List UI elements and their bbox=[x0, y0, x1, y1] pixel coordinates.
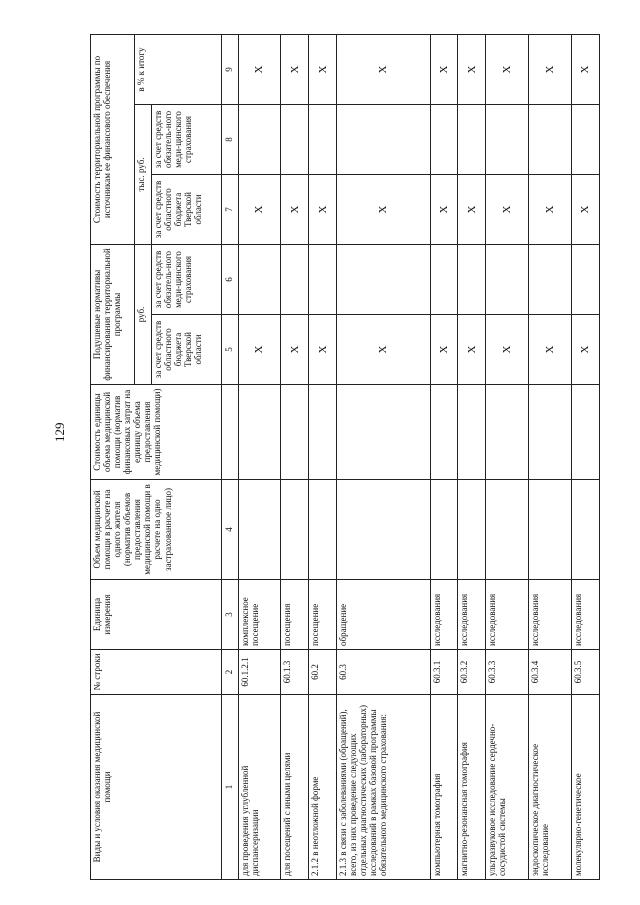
row-budget-cost: X bbox=[430, 174, 458, 244]
row-volume bbox=[309, 480, 337, 580]
row-number: 60.3.4 bbox=[529, 650, 572, 695]
row-budget-norm: X bbox=[529, 315, 572, 385]
header-kind: Виды и условия оказания медицинской помощи bbox=[91, 695, 222, 880]
row-volume bbox=[572, 480, 600, 580]
table-row bbox=[529, 34, 572, 879]
row-oms-cost bbox=[337, 104, 431, 174]
row-oms-cost bbox=[309, 104, 337, 174]
row-volume bbox=[458, 480, 486, 580]
row-unit-cost bbox=[337, 385, 431, 480]
row-unit-cost bbox=[572, 385, 600, 480]
row-percent: X bbox=[430, 34, 458, 104]
row-number: 60.3.3 bbox=[486, 650, 529, 695]
row-unit: посещение bbox=[309, 580, 337, 650]
header-thousand-rub: тыс. руб. bbox=[134, 104, 151, 244]
row-oms-norm bbox=[486, 244, 529, 314]
colnum: 8 bbox=[221, 104, 238, 174]
table-row bbox=[486, 34, 529, 879]
row-budget-norm: X bbox=[281, 315, 309, 385]
colnum: 5 bbox=[221, 315, 238, 385]
colnum: 6 bbox=[221, 244, 238, 314]
header-unit-cost: Стоимость единицы объема медицинской помощи (норматив финансовых затрат на единицу объема предоставления медицинской помощи) bbox=[91, 385, 222, 480]
colnum: 4 bbox=[221, 480, 238, 580]
row-kind: ультразвуковое исследование сердечно-сосудистой системы bbox=[486, 695, 529, 880]
row-budget-cost: X bbox=[238, 174, 281, 244]
row-oms-norm bbox=[281, 244, 309, 314]
colnum: 9 bbox=[221, 34, 238, 104]
colnum: 2 bbox=[221, 650, 238, 695]
row-volume bbox=[430, 480, 458, 580]
row-oms-cost bbox=[458, 104, 486, 174]
row-unit: обращение bbox=[337, 580, 431, 650]
row-oms-cost bbox=[281, 104, 309, 174]
row-unit-cost bbox=[529, 385, 572, 480]
row-volume bbox=[529, 480, 572, 580]
row-budget-norm: X bbox=[572, 315, 600, 385]
row-budget-cost: X bbox=[572, 174, 600, 244]
row-percent: X bbox=[337, 34, 431, 104]
row-unit: исследования bbox=[529, 580, 572, 650]
row-number: 60.3 bbox=[337, 650, 431, 695]
row-number: 60.3.1 bbox=[430, 650, 458, 695]
row-kind: молекулярно-генетическое bbox=[572, 695, 600, 880]
row-budget-cost: X bbox=[309, 174, 337, 244]
colnum: 3 bbox=[221, 580, 238, 650]
row-volume bbox=[281, 480, 309, 580]
row-unit: посещения bbox=[281, 580, 309, 650]
row-oms-norm bbox=[529, 244, 572, 314]
row-number: 60.1.3 bbox=[281, 650, 309, 695]
table-row bbox=[430, 34, 458, 879]
row-number: 60.1.2.1 bbox=[238, 650, 281, 695]
row-unit-cost bbox=[309, 385, 337, 480]
table-row bbox=[281, 34, 309, 879]
row-number: 60.2 bbox=[309, 650, 337, 695]
row-oms-cost bbox=[238, 104, 281, 174]
row-percent: X bbox=[309, 34, 337, 104]
row-unit-cost bbox=[238, 385, 281, 480]
table-row bbox=[337, 34, 431, 879]
header-unit: Единица измерения bbox=[91, 580, 222, 650]
row-unit: комплексное посещение bbox=[238, 580, 281, 650]
row-volume bbox=[337, 480, 431, 580]
financing-table bbox=[90, 34, 600, 880]
row-oms-norm bbox=[337, 244, 431, 314]
header-row-1 bbox=[91, 34, 135, 879]
table-row bbox=[458, 34, 486, 879]
header-per-capita: Подушевые нормативы финансирования территориальной программы bbox=[91, 244, 135, 384]
row-percent: X bbox=[458, 34, 486, 104]
header-percent: в % к итогу bbox=[134, 34, 221, 104]
table-row bbox=[238, 34, 281, 879]
header-rub: руб. bbox=[134, 244, 151, 384]
row-percent: X bbox=[281, 34, 309, 104]
row-oms-norm bbox=[238, 244, 281, 314]
header-volume: Объем медицинской помощи в расчете на одного жителя (норматив объемов предоставления медицинской помощи в расчете на одно застрахованное лицо) bbox=[91, 480, 222, 580]
row-percent: X bbox=[572, 34, 600, 104]
page-number: 129 bbox=[52, 422, 67, 442]
row-volume bbox=[238, 480, 281, 580]
header-src-budget-2: за счет средств областного бюджета Тверской области bbox=[151, 174, 221, 244]
row-unit: исследования bbox=[458, 580, 486, 650]
row-budget-norm: X bbox=[309, 315, 337, 385]
row-unit-cost bbox=[430, 385, 458, 480]
row-oms-norm bbox=[430, 244, 458, 314]
row-budget-norm: X bbox=[430, 315, 458, 385]
row-kind: компьютерная томография bbox=[430, 695, 458, 880]
header-src-oms: за счет средств обязатель-ного меди-цинского страхования bbox=[151, 244, 221, 314]
row-oms-cost bbox=[572, 104, 600, 174]
column-numbers-row bbox=[221, 34, 238, 879]
row-budget-cost: X bbox=[458, 174, 486, 244]
header-row-number: № строки bbox=[91, 650, 222, 695]
row-budget-norm: X bbox=[337, 315, 431, 385]
row-budget-cost: X bbox=[486, 174, 529, 244]
row-budget-norm: X bbox=[238, 315, 281, 385]
row-unit-cost bbox=[458, 385, 486, 480]
rotated-table bbox=[90, 35, 600, 880]
row-unit-cost bbox=[281, 385, 309, 480]
row-kind: 2.1.3 в связи с заболеваниями (обращений), всего, из них проведение следующих отдельных диагностических (лабораторных) исследований в рамках базовой программы обязательного медицинского страхования: bbox=[337, 695, 431, 880]
row-budget-cost: X bbox=[337, 174, 431, 244]
row-kind: для посещений с иными целями bbox=[281, 695, 309, 880]
row-oms-cost bbox=[486, 104, 529, 174]
row-unit-cost bbox=[486, 385, 529, 480]
header-src-budget: за счет средств областного бюджета Тверской области bbox=[151, 315, 221, 385]
colnum: 1 bbox=[221, 695, 238, 880]
row-kind: для проведения углубленной диспансеризации bbox=[238, 695, 281, 880]
row-oms-norm bbox=[458, 244, 486, 314]
header-src-oms-2: за счет средств обязатель-ного меди-цинского страхования bbox=[151, 104, 221, 174]
row-budget-norm: X bbox=[486, 315, 529, 385]
row-oms-cost bbox=[430, 104, 458, 174]
row-percent: X bbox=[529, 34, 572, 104]
row-budget-norm: X bbox=[458, 315, 486, 385]
table-row bbox=[309, 34, 337, 879]
header-program-cost: Стоимость территориальной программы по источникам ее финансового обеспечения bbox=[91, 34, 135, 244]
row-oms-norm bbox=[309, 244, 337, 314]
row-number: 60.3.5 bbox=[572, 650, 600, 695]
row-budget-cost: X bbox=[281, 174, 309, 244]
colnum bbox=[221, 385, 238, 480]
row-kind: эндоскопическое диагностическое исследование bbox=[529, 695, 572, 880]
colnum: 7 bbox=[221, 174, 238, 244]
table-row bbox=[572, 34, 600, 879]
row-oms-cost bbox=[529, 104, 572, 174]
row-budget-cost: X bbox=[529, 174, 572, 244]
row-unit: исследования bbox=[486, 580, 529, 650]
row-oms-norm bbox=[572, 244, 600, 314]
row-kind: 2.1.2 в неотложной форме bbox=[309, 695, 337, 880]
row-kind: магнитно-резонансная томография bbox=[458, 695, 486, 880]
row-unit: исследования bbox=[572, 580, 600, 650]
row-volume bbox=[486, 480, 529, 580]
row-percent: X bbox=[238, 34, 281, 104]
row-number: 60.3.2 bbox=[458, 650, 486, 695]
row-unit: исследования bbox=[430, 580, 458, 650]
row-percent: X bbox=[486, 34, 529, 104]
